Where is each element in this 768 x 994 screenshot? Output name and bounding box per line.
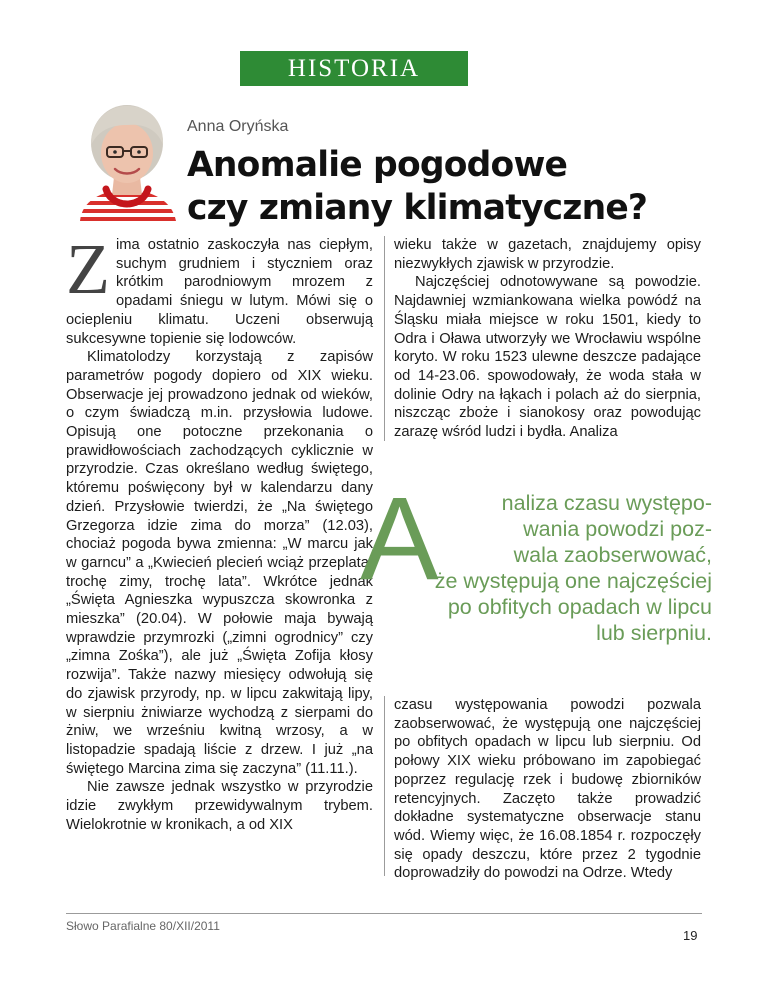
column-right-bottom — [394, 696, 701, 883]
paragraph: Nie zawsze jednak wszystko w przyrodzie idzie zwykłym przewidywalnym trybem. Wielokrotnie w kronikach, a od XIX — [66, 779, 373, 833]
pull-quote-line: że występują one najczęściej — [434, 569, 712, 593]
author-photo — [66, 97, 188, 221]
paragraph: czasu występowania powodzi pozwala zaobserwować, że występują one najczęściej po obfitych opadach w lipcu lub sierpniu. Od połowy XIX wieku próbowano im zapobiegać poprzez regulację rzek i budowę zbiorników retencyjnych. Zaczęto także prowadzić dokładne systematyczne obserwacje stanu wód. Wiemy więc, że 16.08.1854 r. rozpoczęły się opady deszczu, które przez 2 tygodnie doprowadziły do powodzi na Odrze. Wtedy — [394, 697, 701, 882]
pull-quote-initial: A — [360, 473, 439, 605]
paragraph: ima ostatnio zaskoczyła nas ciepłym, suchym grudniem i styczniem oraz krótkim parodniowym mrozem z opadami śniegu w lutym. Mówi się o ociepleniu klimatu. Uczeni obserwują sukcesywne topienie się lodowców. — [66, 237, 373, 347]
column-divider — [384, 236, 385, 441]
title-line-2: czy zmiany klimatyczne? — [187, 188, 648, 228]
pull-quote-line: naliza czasu występo- — [501, 491, 712, 515]
paragraph: Klimatolodzy korzystają z zapisów parametrów pogody dopiero od XIX wieku. Obserwacje jej prowadzono jednak od wieków, o czym świadczą m.in. przysłowia ludowe. Opisują one potoczne przekonania o prawidłowościach zachodzących cyklicznie w przyrodzie. Czas określano według świętego, któremu poświęcony był w kalendarzu dany dzień. Przysłowie twierdzi, że „Na świętego Grzegorza idzie zima do morza” (12.03), chociaż pogoda bywa zmienna: „W marcu jak w garncu” a „Kwiecień plecień wciąż przeplata, trochę zimy, trochę lata”. Wkrótce jednak „Święta Agnieszka wypuszcza skowronka z mieszka” (20.04). W połowie maja bywają wprawdzie przymrozki („zimni ogrodnicy” czy „zimna Zośka”), ale już „Święta Zofija kłosy rozwija”. Także nazwy miesięcy odwołują się do zjawisk przyrody, np. w lipcu zakwitają lipy, w sierpniu żniwiarze wychodzą z sierpami do żniw, we wrześniu kwitną wrzosy, a w listopadzie spadają liście z drzew. I już „na świętego Marcina zima się zaczyna” (11.11.). — [66, 349, 373, 777]
pull-quote-line: po obfitych opadach w lipcu — [447, 595, 712, 619]
paragraph: wieku także w gazetach, znajdujemy opisy niezwykłych zjawisk w przyrodzie. — [394, 237, 701, 272]
pull-quote-line: wala zaobserwować, — [513, 543, 712, 567]
article-title — [187, 144, 747, 230]
section-label: HISTORIA — [240, 51, 468, 86]
drop-cap: Z — [66, 229, 110, 309]
paragraph: Najczęściej odnotowywane są powodzie. Najdawniej wzmiankowana wielka powódź na Śląsku miała miejsce w roku 1501, kiedy to Odra i Oława utworzyły we Wrocławiu wspólne koryto. W roku 1523 ulewne deszcze padające od 14-23.06. spowodowały, że woda stała w dolinie Odry na łąkach i polach aż do sierpnia, niszcząc zboże i sianokosy oraz powodując zarazę wśród ludzi i bydła. Analiza — [394, 274, 701, 441]
column-right-top — [394, 236, 701, 442]
author-name: Anna Oryńska — [187, 118, 289, 135]
column-divider — [384, 696, 385, 876]
pull-quote-line: wania powodzi poz- — [523, 517, 712, 541]
publication-footer: Słowo Parafialne 80/XII/2011 — [66, 919, 220, 933]
footer-divider — [66, 913, 702, 914]
column-left — [66, 229, 373, 896]
pull-quote — [355, 490, 712, 646]
pull-quote-line: lub sierpniu. — [596, 621, 712, 645]
page-number: 19 — [683, 928, 698, 943]
title-line-1: Anomalie pogodowe — [187, 145, 568, 185]
